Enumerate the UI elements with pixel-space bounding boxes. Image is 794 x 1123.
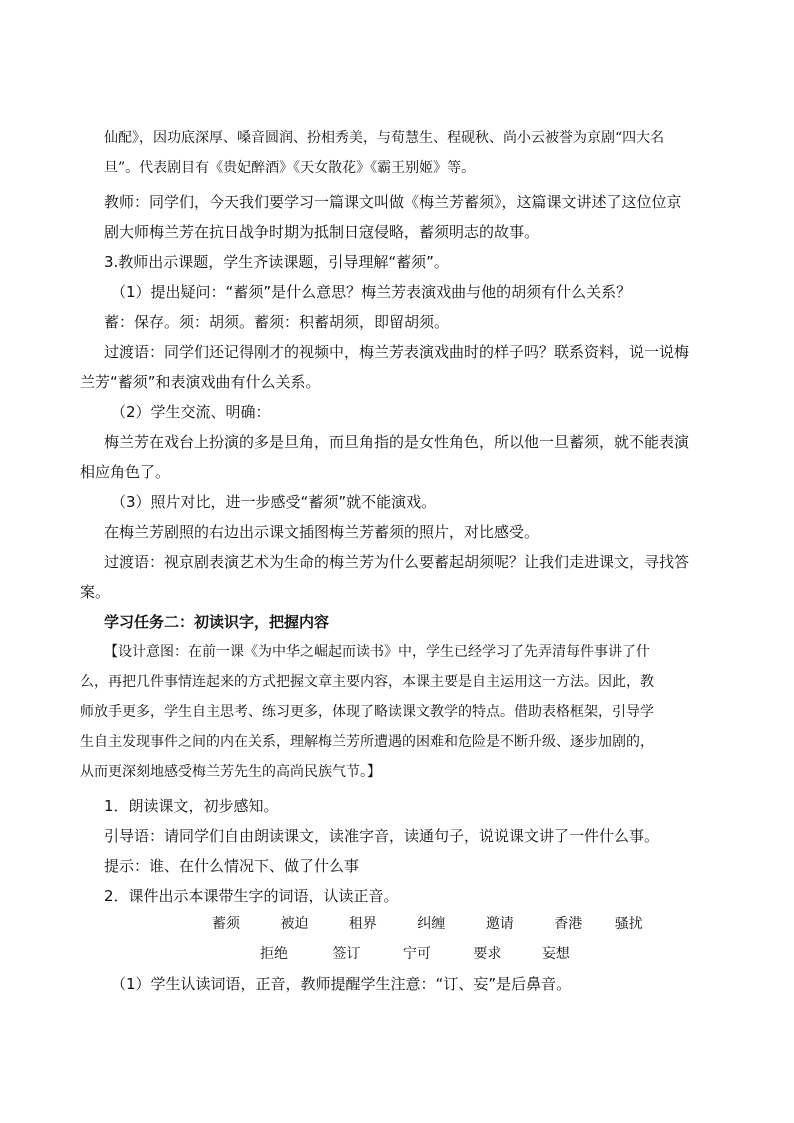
- definition: 蓄：保存。须：胡须。蓄须：积蓄胡须，即留胡须。: [104, 313, 450, 331]
- transition-1-line-1: 过渡语：同学们还记得刚才的视频中，梅兰芳表演戏曲时的样子吗？联系资料，说一说梅: [104, 343, 690, 361]
- word-list-row-2: [260, 944, 582, 964]
- design-intent-line-4: 生自主发现事件之间的内在关系，理解梅兰芳所遭遇的困难和危险是不断升级、逐步加剧的，: [80, 734, 654, 750]
- question-3: （3）照片对比，进一步感受“蓄须”就不能演戏。: [111, 493, 437, 511]
- word-item: 拒绝: [260, 946, 288, 962]
- intro-line-1: 仙配》，因功底深厚、嗓音圆润、扮相秀美，与荀慧生、程砚秋、尚小云被誉为京剧“四大名: [104, 130, 665, 146]
- word-item: 宁可: [402, 946, 431, 962]
- question-2: （2）学生交流、明确：: [111, 403, 271, 421]
- word-item: 骚扰: [614, 916, 643, 932]
- word-item: 租界: [348, 916, 377, 932]
- step-2: 2．课件出示本课带生字的词语，认读正音。: [104, 887, 399, 905]
- intro-line-2: 旦”。代表剧目有《贵妃醉酒》《天女散花》《霸王别姬》等。: [104, 160, 476, 176]
- answer-2-line-2: 相应角色了。: [80, 463, 171, 481]
- word-list-row-1: [212, 914, 655, 934]
- transition-1-line-2: 兰芳“蓄须”和表演戏曲有什么关系。: [80, 373, 321, 391]
- hint-text: 提示：谁、在什么情况下、做了什么事: [104, 857, 360, 875]
- guide-text: 引导语：请同学们自由朗读课文，读准字音，读通句子，说说课文讲了一件什么事。: [104, 827, 660, 845]
- design-intent-line-2: 么，再把几件事情连起来的方式把握文章主要内容，本课主要是自主运用这一方法。因此，教: [80, 674, 654, 690]
- design-intent-line-3: 师放手更多，学生自主思考、练习更多，体现了略读课文教学的特点。借助表格框架，引导学: [80, 704, 654, 720]
- word-item: 邀请: [485, 916, 514, 932]
- step-3: 3.教师出示课题，学生齐读课题，引导理解“蓄须”。: [104, 253, 449, 271]
- final-line: （1）学生认读词语，正音，教师提醒学生注意：“订、妄”是后鼻音。: [111, 975, 572, 993]
- word-item: 香港: [554, 916, 583, 932]
- transition-2-line-2: 案。: [80, 583, 111, 601]
- design-intent-line-1: 【设计意图：在前一课《为中华之崛起而读书》中，学生已经学习了先弄清每件事讲了什: [104, 644, 650, 660]
- teacher-line-1: 教师：同学们，今天我们要学习一篇课文叫做《梅兰芳蓄须》，这篇课文讲述了这位位京: [104, 193, 682, 211]
- question-1: （1）提出疑问：“蓄须”是什么意思？梅兰芳表演戏曲与他的胡须有什么关系？: [111, 283, 632, 301]
- word-item: 签订: [332, 946, 361, 962]
- word-item: 要求: [473, 946, 502, 962]
- word-item: 妄想: [541, 946, 570, 962]
- step-1: 1．朗读课文，初步感知。: [104, 797, 279, 815]
- word-item: 纠缠: [417, 916, 446, 932]
- word-item: 蓄须: [212, 916, 240, 932]
- task-2-heading: 学习任务二：初读识字，把握内容: [104, 613, 330, 631]
- design-intent-line-5: 从而更深刻地感受梅兰芳先生的高尚民族气节。】: [80, 764, 381, 780]
- teacher-line-2: 剧大师梅兰芳在抗日战争时期为抵制日寇侵略，蓄须明志的故事。: [104, 223, 540, 241]
- word-item: 被迫: [280, 916, 309, 932]
- transition-2-line-1: 过渡语：视京剧表演艺术为生命的梅兰芳为什么要蓄起胡须呢？让我们走进课文，寻找答: [104, 553, 690, 571]
- answer-2-line-1: 梅兰芳在戏台上扮演的多是旦角，而旦角指的是女性角色，所以他一旦蓄须，就不能表演: [104, 433, 690, 451]
- photo-compare: 在梅兰芳剧照的右边出示课文插图梅兰芳蓄须的照片，对比感受。: [104, 523, 540, 541]
